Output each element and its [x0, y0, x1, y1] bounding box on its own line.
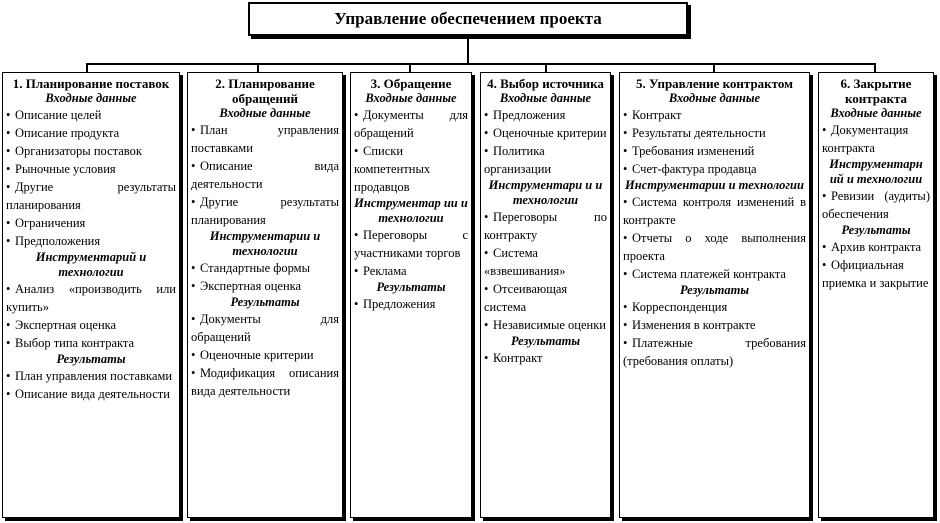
list-item: [484, 349, 607, 367]
bullet-icon: •: [191, 366, 196, 380]
list-item: [6, 316, 176, 334]
bullet-icon: •: [6, 108, 11, 122]
list-item-text: Предложения: [363, 297, 436, 311]
list-item: [6, 178, 176, 214]
section-label: Результаты: [679, 283, 750, 297]
section-list: [6, 280, 176, 352]
process-column-2: [187, 72, 343, 518]
list-item-text: Другие результаты планирования: [6, 180, 176, 212]
list-item-text: Система контроля изменений в контракте: [623, 195, 806, 227]
list-item-text: План управления поставками: [191, 123, 339, 155]
list-item-text: Документация контракта: [822, 123, 909, 155]
bullet-icon: •: [6, 126, 11, 140]
process-column-3: [350, 72, 472, 518]
bullet-icon: •: [191, 261, 196, 275]
list-item-text: Оценочные критерии: [200, 348, 314, 362]
section-list: [822, 121, 930, 157]
column-heading: 6. Закрытие контракта: [840, 76, 912, 106]
bullet-icon: •: [623, 336, 628, 350]
list-item: [6, 367, 176, 385]
list-item: [191, 346, 339, 364]
bullet-icon: •: [484, 351, 489, 365]
list-item: [822, 187, 930, 223]
bullet-icon: •: [191, 279, 196, 293]
list-item-text: Предложения: [493, 108, 566, 122]
list-item: [484, 106, 607, 124]
list-item-text: Списки компетентных продавцов: [354, 144, 431, 194]
section-label: Инструментарии и технологии: [625, 178, 804, 192]
list-item: [484, 142, 607, 178]
list-item-text: Платежные требования (требования оплаты): [623, 336, 806, 368]
list-item-text: Анализ «производить или купить»: [6, 282, 176, 314]
list-item-text: Переговоры с участниками торгов: [354, 228, 468, 260]
section-list: [191, 121, 339, 229]
section-label: Инструментари и и технологии: [488, 178, 603, 207]
section-label: Результаты: [510, 334, 581, 348]
section-label: Входные данные: [830, 106, 922, 120]
list-item-text: Изменения в контракте: [632, 318, 756, 332]
section-list: [6, 106, 176, 250]
section-list: [822, 238, 930, 292]
list-item-text: Рыночные условия: [15, 162, 116, 176]
section-list: [191, 259, 339, 295]
list-item-text: Реклама: [363, 264, 407, 278]
list-item: [822, 238, 930, 256]
list-item: [6, 142, 176, 160]
bullet-icon: •: [6, 180, 11, 194]
column-heading: 2. Планирование обращений: [215, 76, 315, 106]
list-item: [623, 160, 806, 178]
list-item: [354, 142, 468, 196]
bullet-icon: •: [6, 369, 11, 383]
list-item: [6, 214, 176, 232]
list-item: [623, 334, 806, 370]
bullet-icon: •: [484, 318, 489, 332]
list-item: [623, 316, 806, 334]
section-label: Результаты: [376, 280, 446, 294]
list-item: [6, 232, 176, 250]
list-item: [354, 106, 468, 142]
bullet-icon: •: [354, 108, 359, 122]
section-list: [6, 367, 176, 403]
bullet-icon: •: [191, 348, 196, 362]
section-label: Входные данные: [219, 106, 311, 120]
list-item-text: Переговоры по контракту: [484, 210, 607, 242]
process-column-1: [2, 72, 180, 518]
list-item-text: Документы для обращений: [191, 312, 339, 344]
section-label: Входные данные: [499, 91, 592, 105]
list-item: [191, 277, 339, 295]
bullet-icon: •: [822, 258, 827, 272]
list-item-text: Официальная приемка и закрытие: [822, 258, 929, 290]
list-item-text: Требования изменений: [632, 144, 755, 158]
list-item: [822, 256, 930, 292]
bullet-icon: •: [822, 123, 827, 137]
bullet-icon: •: [623, 126, 628, 140]
list-item-text: Описание вида деятельности: [191, 159, 339, 191]
list-item: [484, 244, 607, 280]
list-item: [484, 208, 607, 244]
list-item: [822, 121, 930, 157]
bullet-icon: •: [6, 234, 11, 248]
list-item: [6, 280, 176, 316]
list-item-text: План управления поставками: [15, 369, 173, 383]
list-item-text: Стандартные формы: [200, 261, 310, 275]
bullet-icon: •: [6, 282, 11, 296]
column-heading: 1. Планирование поставок: [12, 76, 170, 91]
list-item: [354, 226, 468, 262]
bullet-icon: •: [354, 297, 359, 311]
bullet-icon: •: [623, 162, 628, 176]
list-item: [623, 142, 806, 160]
column-heading: 4. Выбор источника: [487, 76, 604, 91]
list-item: [191, 259, 339, 277]
bullet-icon: •: [623, 300, 628, 314]
list-item: [623, 124, 806, 142]
list-item-text: Ревизии (аудиты) обеспечения: [822, 189, 930, 221]
list-item-text: Описание целей: [15, 108, 102, 122]
list-item: [6, 160, 176, 178]
bullet-icon: •: [623, 108, 628, 122]
list-item: [623, 298, 806, 316]
list-item: [623, 265, 806, 283]
bullet-icon: •: [6, 387, 11, 401]
list-item-text: Предположения: [15, 234, 101, 248]
section-label: Результаты: [841, 223, 911, 237]
bullet-icon: •: [354, 228, 359, 242]
section-list: [623, 193, 806, 283]
section-list: [354, 226, 468, 280]
process-column-5: [619, 72, 810, 518]
bullet-icon: •: [623, 318, 628, 332]
list-item: [6, 124, 176, 142]
list-item-text: Счет-фактура продавца: [632, 162, 757, 176]
list-item-text: Отсеивающая система: [484, 282, 568, 314]
list-item-text: Организаторы поставок: [15, 144, 142, 158]
section-list: [354, 295, 468, 313]
list-item-text: Корреспонденция: [632, 300, 728, 314]
bullet-icon: •: [484, 246, 489, 260]
list-item: [354, 295, 468, 313]
bullet-icon: •: [191, 123, 196, 137]
section-label: Результаты: [56, 352, 126, 366]
bullet-icon: •: [822, 240, 827, 254]
section-label: Инструментар ии и технологии: [354, 196, 468, 225]
list-item-text: Результаты деятельности: [632, 126, 766, 140]
list-item-text: Экспертная оценка: [200, 279, 302, 293]
bullet-icon: •: [191, 312, 196, 326]
list-item: [191, 364, 339, 400]
bullet-icon: •: [354, 144, 359, 158]
column-heading: 3. Обращение: [370, 76, 452, 91]
bullet-icon: •: [6, 216, 11, 230]
bullet-icon: •: [191, 159, 196, 173]
section-list: [484, 349, 607, 367]
list-item-text: Другие результаты планирования: [191, 195, 339, 227]
section-label: Входные данные: [45, 91, 137, 105]
section-label: Инструментарий и технологии: [35, 250, 147, 279]
bullet-icon: •: [354, 264, 359, 278]
list-item-text: Модификация описания вида деятельности: [191, 366, 339, 398]
process-column-6: [818, 72, 934, 518]
section-list: [354, 106, 468, 196]
connector-horizontal: [86, 63, 876, 65]
bullet-icon: •: [623, 267, 628, 281]
list-item-text: Отчеты о ходе выполнения проекта: [623, 231, 806, 263]
section-label: Инструментарии и технологии: [209, 229, 321, 258]
bullet-icon: •: [6, 336, 11, 350]
bullet-icon: •: [623, 195, 628, 209]
list-item-text: Система платежей контракта: [632, 267, 786, 281]
list-item: [484, 280, 607, 316]
list-item-text: Описание продукта: [15, 126, 120, 140]
bullet-icon: •: [484, 126, 489, 140]
list-item-text: Контракт: [632, 108, 682, 122]
list-item: [623, 229, 806, 265]
list-item-text: Система «взвешивания»: [484, 246, 566, 278]
bullet-icon: •: [191, 195, 196, 209]
section-list: [484, 208, 607, 334]
list-item-text: Выбор типа контракта: [15, 336, 135, 350]
diagram-title: Управление обеспечением проекта: [334, 9, 602, 28]
bullet-icon: •: [484, 282, 489, 296]
list-item: [191, 121, 339, 157]
section-list: [484, 106, 607, 178]
list-item: [191, 193, 339, 229]
bullet-icon: •: [6, 144, 11, 158]
section-list: [191, 310, 339, 400]
connector-vertical-main: [467, 38, 469, 64]
section-list: [822, 187, 930, 223]
bullet-icon: •: [6, 318, 11, 332]
list-item: [623, 193, 806, 229]
section-label: Результаты: [230, 295, 300, 309]
section-label: Инструментарн ий и технологии: [829, 157, 923, 186]
diagram-title-box: [248, 2, 688, 36]
list-item-text: Документы для обращений: [354, 108, 468, 140]
list-item: [191, 310, 339, 346]
list-item: [191, 157, 339, 193]
list-item-text: Независимые оценки: [493, 318, 606, 332]
section-list: [623, 298, 806, 370]
list-item: [6, 334, 176, 352]
process-column-4: [480, 72, 611, 518]
list-item-text: Политика организации: [484, 144, 552, 176]
bullet-icon: •: [6, 162, 11, 176]
bullet-icon: •: [623, 144, 628, 158]
section-label: Входные данные: [365, 91, 457, 105]
bullet-icon: •: [623, 231, 628, 245]
bullet-icon: •: [484, 108, 489, 122]
list-item: [354, 262, 468, 280]
bullet-icon: •: [484, 144, 489, 158]
list-item-text: Архив контракта: [831, 240, 922, 254]
list-item: [623, 106, 806, 124]
list-item: [484, 316, 607, 334]
list-item-text: Ограничения: [15, 216, 86, 230]
list-item: [6, 106, 176, 124]
list-item-text: Экспертная оценка: [15, 318, 117, 332]
list-item-text: Оценочные критерии: [493, 126, 607, 140]
list-item-text: Контракт: [493, 351, 543, 365]
list-item: [484, 124, 607, 142]
bullet-icon: •: [484, 210, 489, 224]
bullet-icon: •: [822, 189, 827, 203]
section-list: [623, 106, 806, 178]
list-item: [6, 385, 176, 403]
column-heading: 5. Управление контрактом: [635, 76, 793, 91]
list-item-text: Описание вида деятельности: [15, 387, 170, 401]
section-label: Входные данные: [668, 91, 761, 105]
